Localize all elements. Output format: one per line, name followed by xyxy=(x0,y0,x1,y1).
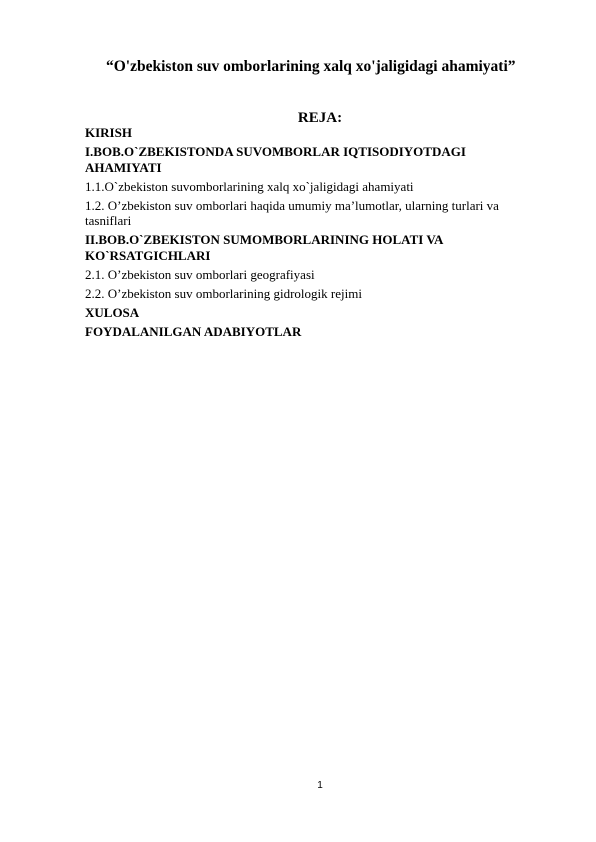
toc-entry-section-2-2: 2.2. O’zbekiston suv omborlarining gidrologik rejimi xyxy=(85,285,362,301)
page-number: 1 xyxy=(317,780,323,791)
toc-entry-section-2-1: 2.1. O’zbekiston suv omborlari geografiyasi xyxy=(85,266,315,282)
toc-entry-section-1-2: 1.2. O’zbekiston suv omborlari haqida umumiy ma’lumotlar, ularning turlari va tasniflari xyxy=(85,197,499,228)
toc-entry-references: FOYDALANILGAN ADABIYOTLAR xyxy=(85,323,302,339)
plan-heading: REJA: xyxy=(297,110,343,126)
toc-entry-conclusion: XULOSA xyxy=(85,304,140,320)
document-title: “O'zbekiston suv omborlarining xalq xo'jaligidagi ahamiyati” xyxy=(106,58,516,75)
toc-entry-chapter-2: II.BOB.O`ZBEKISTON SUMOMBORLARINING HOLATI VA KO`RSATGICHLARI xyxy=(85,232,443,263)
toc-entry-section-1-1: 1.1.O`zbekiston suvomborlarining xalq xo`jaligidagi ahamiyati xyxy=(85,178,414,194)
toc-entry-introduction: KIRISH xyxy=(85,125,132,140)
toc-entry-chapter-1: I.BOB.O`ZBEKISTONDA SUVOMBORLAR IQTISODIYOTDAGI AHAMIYATI xyxy=(85,144,466,175)
table-of-contents xyxy=(85,125,525,343)
